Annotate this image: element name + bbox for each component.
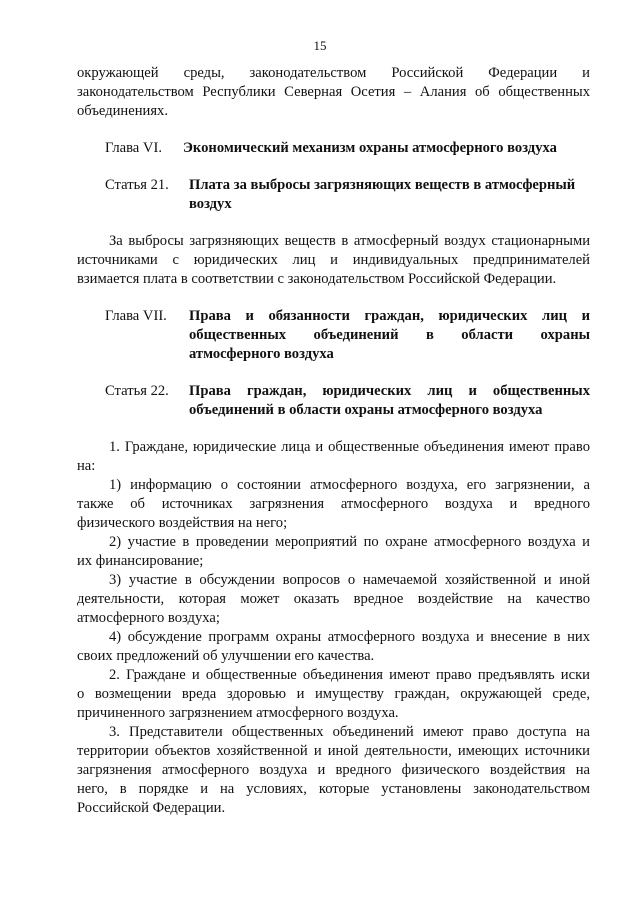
- text-line: своих предложений об улучшении его качества.: [77, 648, 375, 664]
- text-line: 3) участие в обсуждении вопросов о намечаемой хозяйственной и иной: [109, 572, 590, 588]
- list-item-3: [77, 571, 590, 628]
- paragraph-1: [77, 438, 590, 476]
- page-number: 15: [313, 38, 327, 53]
- paragraph-2: [77, 666, 590, 723]
- page-content: [77, 64, 590, 818]
- text-line: 4) обсуждение программ охраны атмосферного воздуха и внесение в них: [109, 629, 590, 645]
- text-line: 1. Граждане, юридические лица и общественные объединения имеют право: [109, 439, 590, 455]
- text-line: законодательством Республики Северная Осетия – Алания об общественных: [77, 84, 590, 100]
- article-21-text: [77, 232, 590, 289]
- list-item-4: [77, 628, 590, 666]
- article-22-text: [77, 438, 590, 818]
- intro-paragraph: [77, 64, 590, 121]
- text-line: 1) информацию о состоянии атмосферного воздуха, его загрязнении, а: [109, 477, 590, 493]
- text-line: За выбросы загрязняющих веществ в атмосферный воздух стационарными: [109, 233, 590, 249]
- text-line: 3. Представители общественных объединений имеют право доступа на: [109, 724, 590, 740]
- text-line: окружающей среды, законодательством Российской Федерации и: [77, 65, 590, 81]
- text-line: Российской Федерации.: [77, 800, 226, 816]
- article-title: [189, 382, 590, 420]
- chapter-title: Экономический механизм охраны атмосферного воздуха: [183, 140, 557, 156]
- title-line: Плата за выбросы загрязняющих веществ в атмосферный: [189, 177, 576, 193]
- title-line: Права граждан, юридических лиц и общественных: [189, 383, 590, 399]
- list-item-1: [77, 476, 590, 533]
- text-line: 2. Граждане и общественные объединения имеют право предъявлять иски: [109, 667, 590, 683]
- text-line: деятельности, которая может оказать вредное воздействие на качество: [77, 591, 590, 607]
- list-item-2: [77, 533, 590, 571]
- text-line: о возмещении вреда здоровью и имуществу граждан, окружающей среде,: [77, 686, 590, 702]
- chapter-title: [189, 307, 590, 364]
- text-line: загрязнения атмосферного воздуха и вредного физического воздействия на: [77, 762, 590, 778]
- text-line: него, в порядке и на условиях, которые установлены законодательством: [77, 781, 590, 797]
- paragraph-3: [77, 723, 590, 818]
- chapter-6-heading: [105, 139, 590, 158]
- chapter-7-heading: [105, 307, 590, 364]
- article-title: [189, 176, 590, 214]
- title-line: общественных объединений в области охраны: [189, 327, 590, 343]
- text-line: их финансирование;: [77, 553, 204, 569]
- title-line: атмосферного воздуха: [189, 346, 334, 362]
- text-line: взимается плата в соответствии с законодательством Российской Федерации.: [77, 271, 557, 287]
- text-line: 2) участие в проведении мероприятий по охране атмосферного воздуха и: [109, 534, 590, 550]
- text-line: объединениях.: [77, 103, 168, 119]
- text-line: причиненного загрязнением атмосферного воздуха.: [77, 705, 399, 721]
- text-line: физического воздействия на него;: [77, 515, 288, 531]
- text-line: на:: [77, 458, 96, 474]
- text-line: источниками с юридических лиц и индивидуальных предпринимателей: [77, 252, 590, 268]
- title-line: воздух: [189, 196, 232, 212]
- text-line: территории объектов хозяйственной и иной деятельности, имеющих источники: [77, 743, 590, 759]
- chapter-label: Глава VI.: [105, 140, 162, 156]
- chapter-label: Глава VII.: [105, 308, 167, 324]
- article-21-heading: [105, 176, 590, 214]
- title-line: Права и обязанности граждан, юридических лиц и: [189, 308, 590, 324]
- text-line: также об источниках загрязнения атмосферного воздуха и вредного: [77, 496, 590, 512]
- article-label: Статья 21.: [105, 177, 169, 193]
- title-line: объединений в области охраны атмосферного воздуха: [189, 402, 543, 418]
- article-22-heading: [105, 382, 590, 420]
- text-line: атмосферного воздуха;: [77, 610, 220, 626]
- article-label: Статья 22.: [105, 383, 169, 399]
